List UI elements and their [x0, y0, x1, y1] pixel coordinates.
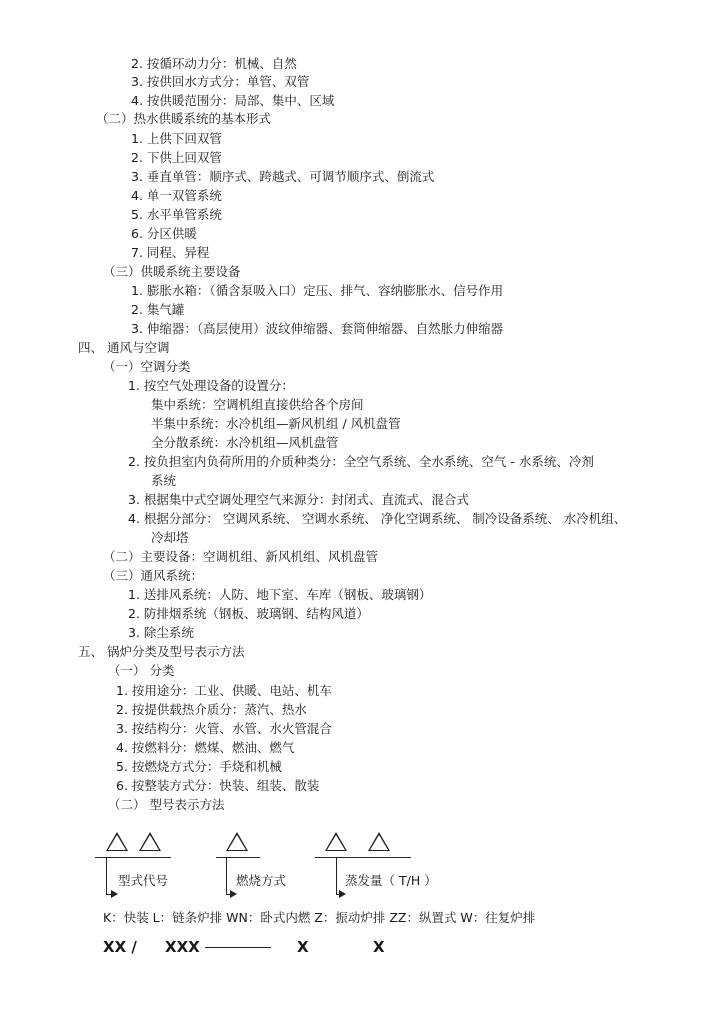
line-1: 2. 按循环动力分：机械、自然: [131, 56, 297, 71]
section-heading: （二）主要设备：空调机组、新风机组、风机盘管: [103, 549, 379, 564]
line-20: 半集中系统：水冷机组—新风机组 / 风机盘管: [151, 416, 401, 431]
line-15: 3. 伸缩器：（高层使用）波纹伸缩器、套筒伸缩器、自然胀力伸缩器: [131, 321, 504, 336]
triangle-icon: [325, 832, 347, 851]
arrow-right-icon: [111, 890, 118, 898]
label-combustion-mode: 燃烧方式: [236, 873, 287, 888]
line-19: 集中系统：空调机组直接供给各个房间: [151, 397, 364, 412]
connector-line: [226, 857, 227, 894]
label-model-type: 型式代号: [118, 873, 169, 888]
connector-line: [106, 857, 107, 894]
line-21: 全分散系统：水冷机组—风机盘管: [151, 435, 339, 450]
line-7: 3. 垂直单管：顺序式、跨越式、可调节顺序式、倒流式: [131, 169, 435, 184]
line-37: 4. 按燃料分：燃煤、燃油、燃气: [116, 740, 295, 755]
line-38: 5. 按燃烧方式分：手烧和机械: [116, 759, 282, 774]
section-heading: （三）供暖系统主要设备: [103, 264, 241, 279]
line-8: 4. 单一双管系统: [131, 188, 222, 203]
line-5: 1. 上供下回双管: [131, 131, 222, 146]
line-31: 3. 除尘系统: [128, 625, 194, 640]
section-heading: （一）空调分类: [103, 359, 191, 374]
line-24: 3. 根据集中式空调处理空气来源分：封闭式、直流式、混合式: [128, 492, 469, 507]
line-14: 2. 集气罐: [131, 302, 185, 317]
bracket-line: [315, 857, 411, 858]
line-9: 5. 水平单管系统: [131, 207, 222, 222]
connector-line: [336, 857, 337, 894]
line-6: 2. 下供上回双管: [131, 150, 222, 165]
line-25: 4. 根据分部分： 空调风系统、 空调水系统、 净化空调系统、 制冷设备系统、 水冷机组、: [128, 511, 627, 526]
triangle-icon: [226, 832, 248, 851]
chapter-heading: 四、 通风与空调: [78, 340, 170, 355]
section-heading: （三）通风系统：: [103, 568, 204, 583]
bracket-line: [216, 857, 260, 858]
code-x2: X: [373, 938, 385, 956]
label-evaporation: 蒸发量（ T/H ）: [345, 873, 437, 888]
line-18: 1. 按空气处理设备的设置分：: [128, 378, 294, 393]
section-heading: （二）热水供暖系统的基本形式: [96, 111, 272, 126]
code-xx: XX /: [103, 938, 137, 956]
line-11: 7. 同程、异程: [131, 245, 210, 260]
triangle-icon: [368, 832, 390, 851]
line-34: 1. 按用途分：工业、供暖、电站、机车: [116, 683, 332, 698]
line-29: 1. 送排风系统：人防、地下室、车库（钢板、玻璃钢）: [128, 587, 432, 602]
line-2: 3. 按供回水方式分：单管、双管: [131, 74, 310, 89]
arrow-right-icon: [339, 890, 346, 898]
line-10: 6. 分区供暖: [131, 226, 197, 241]
line-3: 4. 按供暖范围分：局部、集中、区域: [131, 93, 335, 108]
line-30: 2. 防排烟系统（钢板、玻璃钢、结构风道）: [128, 606, 369, 621]
triangle-icon: [106, 832, 128, 851]
code-xxx: XXX: [165, 938, 200, 956]
code-dash-line: [205, 947, 271, 948]
chapter-heading: 五、 锅炉分类及型号表示方法: [78, 644, 245, 659]
line-22: 2. 按负担室内负荷所用的介质种类分：全空气系统、全水系统、空气 - 水系统、冷剂: [128, 454, 594, 469]
line-23: 系统: [151, 473, 177, 488]
legend-text: K：快装 L：链条炉排 WN：卧式内燃 Z：振动炉排 ZZ：纵置式 W：往复炉排: [103, 910, 536, 925]
arrow-right-icon: [230, 890, 237, 898]
section-heading: （一） 分类: [108, 663, 175, 678]
line-26: 冷却塔: [151, 530, 189, 545]
section-heading: （二） 型号表示方法: [108, 797, 225, 812]
triangle-icon: [139, 832, 161, 851]
line-39: 6. 按整装方式分：快装、组装、散装: [116, 778, 320, 793]
code-x1: X: [297, 938, 309, 956]
line-13: 1. 膨胀水箱：（循含泵吸入口）定压、排气、容纳膨胀水、信号作用: [131, 283, 504, 298]
line-36: 3. 按结构分：火管、水管、水火管混合: [116, 721, 332, 736]
line-35: 2. 按提供载热介质分：蒸汽、热水: [116, 702, 307, 717]
